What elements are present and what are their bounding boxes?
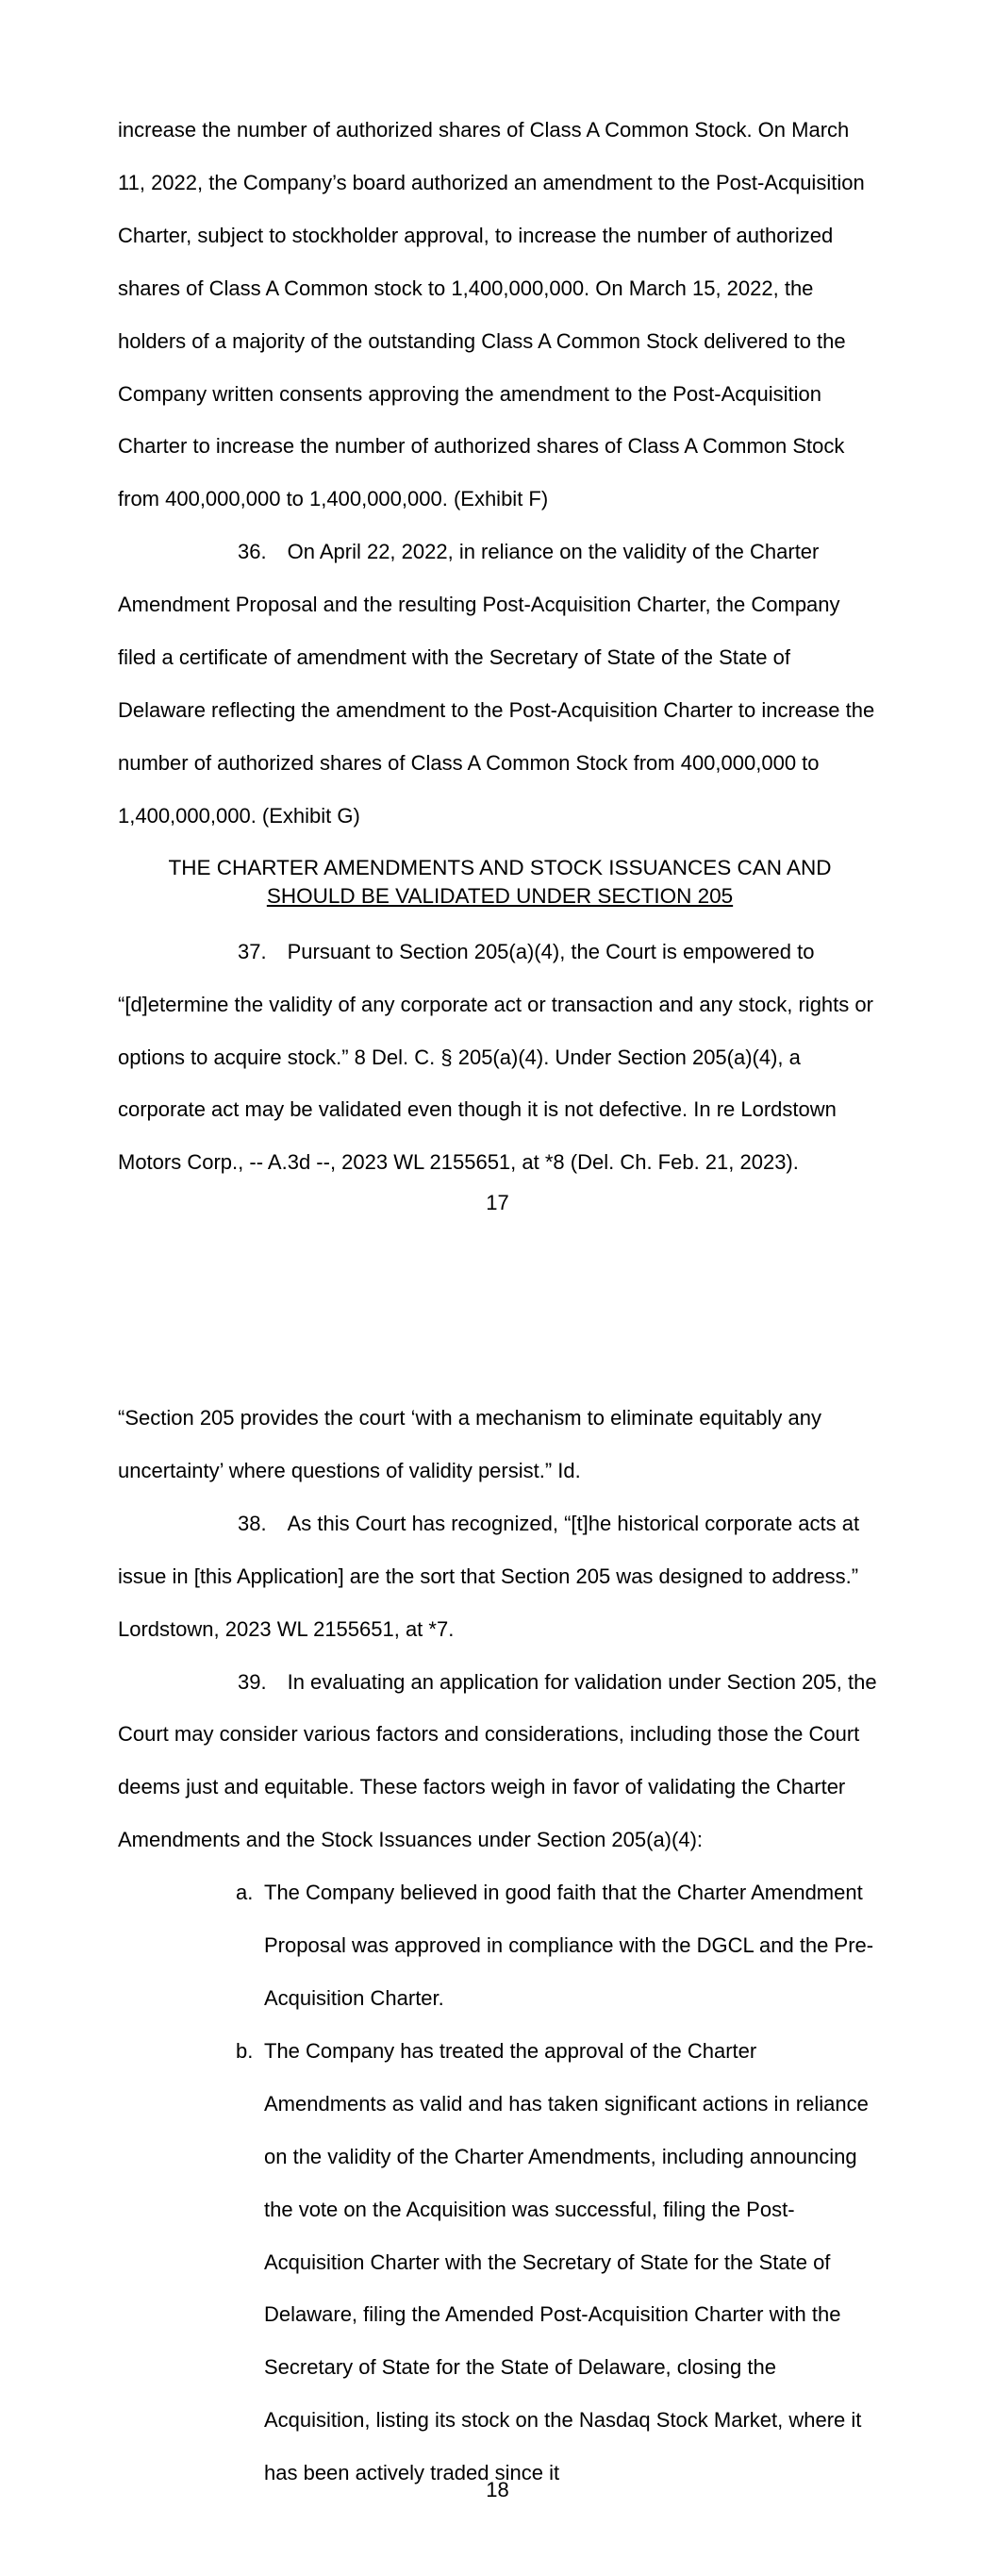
list-item-a [118, 1866, 882, 2025]
paragraph-text: On April 22, 2022, in reliance on the validity of the Charter Amendment Proposal and the resulting Post-Acquisition Charter, the Company filed a certificate of amendment with the Secretary of State of the State of Delaware reflecting the amendment to the Post-Acquisition Charter to increase the number of authorized shares of Class A Common Stock from 400,000,000 to 1,400,000,000. (Exhibit G) [118, 540, 875, 828]
section-heading-line-1: THE CHARTER AMENDMENTS AND STOCK ISSUANCES CAN AND [168, 855, 832, 879]
paragraph-number: 37. [238, 939, 267, 963]
paragraph-text: Pursuant to Section 205(a)(4), the Court is empowered to “[d]etermine the validity of any corporate act or transaction and any stock, rights or options to acquire stock.” 8 Del. C. § 205(a)(4). Under Section 205(a)(4), a corporate act may be validated even though it is not defective. In re Lordstown Motors Corp., -- A.3d --, 2023 WL 2155651, at *8 (Del. Ch. Feb. 21, 2023). [118, 939, 873, 1175]
paragraph-number: 38. [238, 1511, 267, 1535]
paragraph-text: In evaluating an application for validation under Section 205, the Court may consider various factors and considerations, including those the Court deems just and equitable. These factors weigh in favor of validating the Charter Amendments and the Stock Issuances under Section 205(a)(4): [118, 1669, 877, 1852]
list-item-text: The Company has treated the approval of the Charter Amendments as valid and has taken significant actions in reliance on the validity of the Charter Amendments, including announcing the vote on the Acquisition was successful, filing the Post-Acquisition Charter with the Secretary of State for the State of Delaware, filing the Amended Post-Acquisition Charter with the Secretary of State for the State of Delaware, closing the Acquisition, listing its stock on the Nasdaq Stock Market, where it has been actively traded since it [264, 2038, 869, 2485]
page-number: 18 [486, 2478, 509, 2501]
page-17-body [118, 104, 882, 1189]
section-heading [118, 854, 882, 911]
paragraph-number: 39. [238, 1669, 267, 1694]
paragraph-39 [118, 1656, 882, 1867]
paragraph-36 [118, 526, 882, 842]
paragraph-text: As this Court has recognized, “[t]he historical corporate acts at issue in [this Application] are the sort that Section 205 was designed to address.” Lordstown, 2023 WL 2155651, at *7. [118, 1511, 860, 1641]
list-marker: a. [236, 1881, 254, 1905]
list-item-text: The Company believed in good faith that the Charter Amendment Proposal was approved in compliance with the DGCL and the Pre-Acquisition Charter. [264, 1881, 874, 2010]
factor-list [118, 1866, 882, 2500]
paragraph-number: 36. [238, 540, 267, 564]
list-marker: b. [236, 2038, 254, 2063]
list-item-b [118, 2025, 882, 2500]
paragraph-continuation: “Section 205 provides the court ‘with a mechanism to eliminate equitably any uncertainty’ where questions of validity persist.” Id. [118, 1406, 821, 1482]
section-heading-line-2: SHOULD BE VALIDATED UNDER SECTION 205 [266, 883, 734, 908]
paragraph-38 [118, 1497, 882, 1656]
paragraph-37 [118, 926, 882, 1190]
page-18 [0, 1288, 995, 2576]
page-number: 17 [486, 1191, 509, 1214]
page-18-body [118, 1392, 882, 2500]
paragraph-continuation: increase the number of authorized shares of Class A Common Stock. On March 11, 2022, the Company’s board authorized an amendment to the Post-Acquisition Charter, subject to stockholder approval, to increase the number of authorized shares of Class A Common stock to 1,400,000,000. On March 15, 2022, the holders of a majority of the outstanding Class A Common Stock delivered to the Company written consents approving the amendment to the Post-Acquisition Charter to increase the number of authorized shares of Class A Common Stock from 400,000,000 to 1,400,000,000. (Exhibit F) [118, 118, 865, 511]
